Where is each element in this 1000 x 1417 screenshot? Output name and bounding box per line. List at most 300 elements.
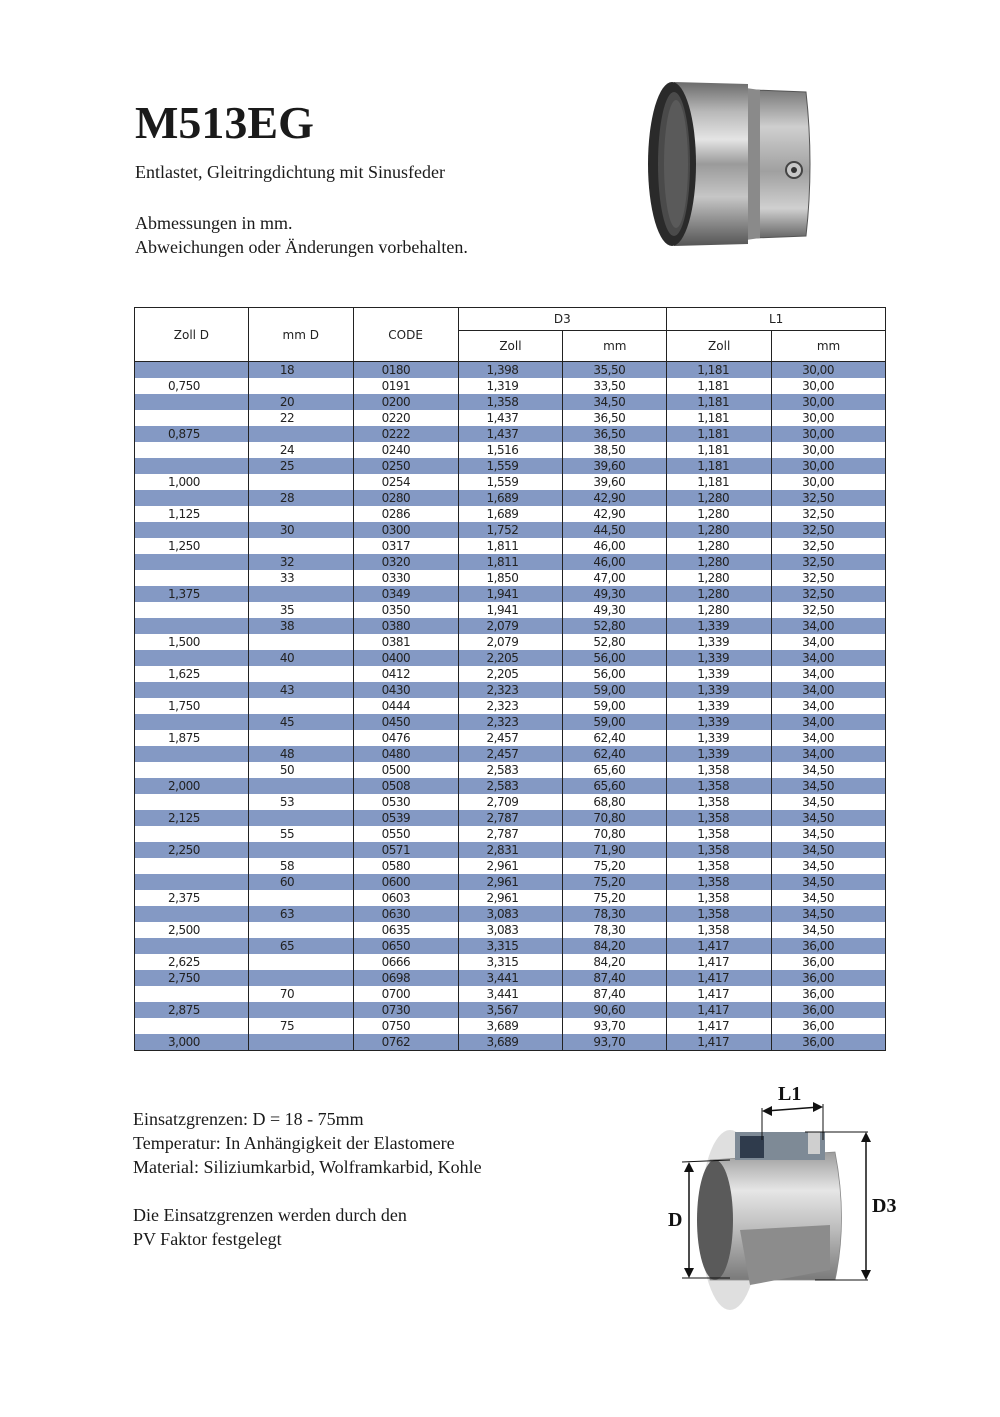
cell-l1-zoll: 1,339 [667,682,772,698]
cell-d3-mm: 75,20 [563,874,667,890]
cell-l1-zoll: 1,339 [667,698,772,714]
cell-l1-zoll: 1,181 [667,474,772,490]
cell-l1-mm: 30,00 [772,394,886,410]
table-row [135,506,886,522]
cell-l1-zoll: 1,339 [667,666,772,682]
table-row [135,906,886,922]
cell-code: 0240 [353,442,458,458]
cell-l1-zoll: 1,280 [667,522,772,538]
cell-l1-zoll: 1,417 [667,970,772,986]
cell-l1-zoll: 1,339 [667,634,772,650]
cell-l1-mm: 34,50 [772,874,886,890]
cell-zoll-d: 2,000 [135,778,249,794]
cell-l1-mm: 34,50 [772,906,886,922]
cell-d3-zoll: 1,689 [458,506,563,522]
cell-l1-mm: 36,00 [772,938,886,954]
cell-zoll-d [135,986,249,1002]
cell-d3-mm: 75,20 [563,858,667,874]
cell-mm-d: 75 [248,1018,353,1034]
cell-l1-mm: 34,50 [772,890,886,906]
cell-d3-mm: 93,70 [563,1018,667,1034]
cell-d3-zoll: 1,811 [458,538,563,554]
cell-mm-d [248,1002,353,1018]
cell-d3-zoll: 2,709 [458,794,563,810]
cell-code: 0350 [353,602,458,618]
cell-l1-mm: 32,50 [772,602,886,618]
cell-d3-zoll: 3,689 [458,1018,563,1034]
cell-l1-zoll: 1,181 [667,362,772,379]
cell-d3-mm: 36,50 [563,410,667,426]
cell-code: 0320 [353,554,458,570]
table-row [135,794,886,810]
cell-zoll-d: 1,250 [135,538,249,554]
cell-zoll-d [135,618,249,634]
cell-d3-mm: 39,60 [563,458,667,474]
table-row [135,650,886,666]
table-row [135,490,886,506]
table-row [135,554,886,570]
table-row [135,986,886,1002]
cell-zoll-d: 2,625 [135,954,249,970]
cell-d3-zoll: 1,689 [458,490,563,506]
cell-d3-zoll: 2,961 [458,858,563,874]
cell-code: 0220 [353,410,458,426]
cell-mm-d [248,586,353,602]
cell-d3-zoll: 2,457 [458,746,563,762]
cell-l1-zoll: 1,181 [667,394,772,410]
cell-mm-d [248,922,353,938]
cell-l1-mm: 34,50 [772,826,886,842]
table-row [135,714,886,730]
label-d3: D3 [872,1195,897,1217]
cell-l1-zoll: 1,358 [667,794,772,810]
cell-l1-zoll: 1,280 [667,554,772,570]
cell-mm-d [248,506,353,522]
cell-d3-zoll: 3,689 [458,1034,563,1051]
cell-code: 0349 [353,586,458,602]
cell-l1-zoll: 1,181 [667,426,772,442]
cell-d3-mm: 44,50 [563,522,667,538]
cell-code: 0180 [353,362,458,379]
cell-l1-mm: 34,00 [772,746,886,762]
cell-l1-mm: 34,50 [772,762,886,778]
cell-d3-mm: 87,40 [563,970,667,986]
cell-d3-zoll: 1,752 [458,522,563,538]
cell-zoll-d [135,554,249,570]
cell-mm-d [248,970,353,986]
cell-code: 0286 [353,506,458,522]
cell-l1-zoll: 1,417 [667,1002,772,1018]
table-row [135,858,886,874]
dimension-note [135,211,468,259]
cell-mm-d: 60 [248,874,353,890]
cell-l1-zoll: 1,181 [667,410,772,426]
cell-d3-mm: 35,50 [563,362,667,379]
cell-mm-d [248,634,353,650]
cell-zoll-d: 1,000 [135,474,249,490]
cell-mm-d: 35 [248,602,353,618]
cell-d3-zoll: 1,941 [458,586,563,602]
cell-zoll-d: 2,375 [135,890,249,906]
cell-d3-mm: 47,00 [563,570,667,586]
table-row [135,570,886,586]
cell-mm-d: 63 [248,906,353,922]
dimension-note-line: Abmessungen in mm. [135,213,293,233]
cell-zoll-d [135,522,249,538]
cell-d3-zoll: 2,457 [458,730,563,746]
table-row [135,890,886,906]
cell-l1-mm: 32,50 [772,490,886,506]
cell-zoll-d: 1,375 [135,586,249,602]
cell-l1-zoll: 1,280 [667,586,772,602]
cell-d3-mm: 87,40 [563,986,667,1002]
cell-d3-mm: 90,60 [563,1002,667,1018]
cell-d3-mm: 62,40 [563,730,667,746]
cell-zoll-d [135,794,249,810]
cell-d3-zoll: 2,583 [458,778,563,794]
cell-d3-zoll: 3,441 [458,970,563,986]
cell-l1-zoll: 1,339 [667,714,772,730]
cell-l1-zoll: 1,280 [667,570,772,586]
cell-d3-mm: 78,30 [563,906,667,922]
cell-mm-d [248,842,353,858]
seal-bore-shape [697,1160,733,1280]
cell-mm-d: 48 [248,746,353,762]
dimension-note-line: Abweichungen oder Änderungen vorbehalten. [135,237,468,257]
cell-d3-mm: 46,00 [563,538,667,554]
cell-l1-mm: 32,50 [772,506,886,522]
cell-d3-mm: 34,50 [563,394,667,410]
table-row [135,1002,886,1018]
cell-zoll-d [135,394,249,410]
cell-l1-mm: 34,50 [772,922,886,938]
cell-d3-mm: 56,00 [563,650,667,666]
cell-zoll-d [135,570,249,586]
cell-d3-mm: 52,80 [563,618,667,634]
cell-mm-d: 30 [248,522,353,538]
cell-l1-zoll: 1,280 [667,490,772,506]
table-row [135,730,886,746]
cell-l1-mm: 30,00 [772,458,886,474]
cell-code: 0400 [353,650,458,666]
cell-l1-mm: 34,50 [772,842,886,858]
cell-d3-zoll: 1,941 [458,602,563,618]
cell-d3-zoll: 2,787 [458,810,563,826]
limit-material: Material: Siliziumkarbid, Wolframkarbid, Kohle [133,1157,482,1177]
table-row [135,826,886,842]
cell-mm-d: 38 [248,618,353,634]
pv-note-line: PV Faktor festgelegt [133,1229,282,1249]
cell-l1-mm: 34,00 [772,666,886,682]
cell-l1-zoll: 1,358 [667,810,772,826]
cell-code: 0317 [353,538,458,554]
cell-mm-d: 18 [248,362,353,379]
dimension-table-body [135,362,886,1051]
cell-d3-zoll: 2,079 [458,634,563,650]
table-row [135,762,886,778]
cell-d3-mm: 68,80 [563,794,667,810]
cell-code: 0508 [353,778,458,794]
cell-d3-zoll: 1,319 [458,378,563,394]
cell-mm-d [248,810,353,826]
table-row [135,778,886,794]
cell-mm-d: 22 [248,410,353,426]
cell-l1-zoll: 1,339 [667,746,772,762]
cell-l1-mm: 30,00 [772,442,886,458]
table-row [135,458,886,474]
header-l1: L1 [667,308,886,331]
cell-zoll-d: 0,875 [135,426,249,442]
cell-l1-zoll: 1,358 [667,778,772,794]
cell-d3-mm: 59,00 [563,682,667,698]
cell-code: 0580 [353,858,458,874]
cell-l1-mm: 34,50 [772,858,886,874]
cell-zoll-d: 1,875 [135,730,249,746]
cell-zoll-d [135,490,249,506]
cell-zoll-d: 1,625 [135,666,249,682]
label-d: D [668,1209,683,1231]
cell-d3-mm: 42,90 [563,506,667,522]
cell-code: 0539 [353,810,458,826]
cell-zoll-d: 1,125 [135,506,249,522]
cell-d3-mm: 33,50 [563,378,667,394]
cell-d3-zoll: 2,961 [458,874,563,890]
cell-d3-zoll: 2,205 [458,666,563,682]
cell-zoll-d [135,410,249,426]
cell-l1-zoll: 1,280 [667,506,772,522]
table-row [135,394,886,410]
cell-code: 0666 [353,954,458,970]
cell-zoll-d [135,1018,249,1034]
cell-zoll-d [135,650,249,666]
cell-d3-zoll: 2,831 [458,842,563,858]
cell-zoll-d: 2,875 [135,1002,249,1018]
cell-mm-d: 20 [248,394,353,410]
limit-temperature: Temperatur: In Anhängigkeit der Elastomere [133,1133,455,1153]
header-zoll-d: Zoll D [135,308,249,362]
cell-d3-zoll: 2,787 [458,826,563,842]
cell-d3-zoll: 3,441 [458,986,563,1002]
table-row [135,746,886,762]
label-l1: L1 [778,1083,802,1105]
cell-l1-zoll: 1,339 [667,618,772,634]
cell-l1-zoll: 1,417 [667,954,772,970]
cell-l1-mm: 34,00 [772,618,886,634]
cell-d3-zoll: 1,437 [458,410,563,426]
cell-mm-d: 43 [248,682,353,698]
cell-code: 0630 [353,906,458,922]
cell-code: 0444 [353,698,458,714]
cell-d3-mm: 70,80 [563,810,667,826]
table-row [135,1034,886,1051]
cell-d3-zoll: 1,516 [458,442,563,458]
cell-l1-zoll: 1,358 [667,906,772,922]
cell-code: 0300 [353,522,458,538]
cell-mm-d [248,778,353,794]
cell-l1-mm: 30,00 [772,474,886,490]
cell-d3-mm: 93,70 [563,1034,667,1051]
cell-mm-d: 65 [248,938,353,954]
cell-zoll-d: 2,125 [135,810,249,826]
cell-d3-mm: 65,60 [563,778,667,794]
cell-l1-mm: 30,00 [772,362,886,379]
cell-l1-mm: 34,00 [772,714,886,730]
cell-code: 0330 [353,570,458,586]
cell-code: 0700 [353,986,458,1002]
table-row [135,602,886,618]
cell-d3-zoll: 2,079 [458,618,563,634]
cell-code: 0412 [353,666,458,682]
cell-zoll-d: 2,750 [135,970,249,986]
cell-zoll-d [135,826,249,842]
cell-code: 0603 [353,890,458,906]
cell-l1-mm: 32,50 [772,586,886,602]
cell-zoll-d [135,714,249,730]
cell-d3-mm: 42,90 [563,490,667,506]
cell-d3-mm: 52,80 [563,634,667,650]
cell-l1-mm: 36,00 [772,970,886,986]
cell-l1-zoll: 1,280 [667,602,772,618]
cell-code: 0200 [353,394,458,410]
cell-code: 0730 [353,1002,458,1018]
cell-mm-d [248,426,353,442]
cell-l1-zoll: 1,417 [667,1034,772,1051]
cell-code: 0280 [353,490,458,506]
table-row [135,1018,886,1034]
header-mm-d: mm D [248,308,353,362]
cell-l1-mm: 36,00 [772,1034,886,1051]
product-photo [636,78,826,250]
table-row [135,522,886,538]
cell-d3-mm: 36,50 [563,426,667,442]
cell-code: 0530 [353,794,458,810]
cell-code: 0698 [353,970,458,986]
cell-l1-mm: 32,50 [772,554,886,570]
table-row [135,810,886,826]
cell-zoll-d [135,442,249,458]
cell-code: 0571 [353,842,458,858]
table-row [135,426,886,442]
cell-d3-zoll: 2,961 [458,890,563,906]
cell-code: 0750 [353,1018,458,1034]
cell-mm-d [248,954,353,970]
cell-d3-mm: 59,00 [563,698,667,714]
cell-d3-mm: 71,90 [563,842,667,858]
cell-d3-mm: 46,00 [563,554,667,570]
cell-d3-zoll: 2,323 [458,698,563,714]
cell-d3-zoll: 1,559 [458,474,563,490]
operating-limits [133,1107,482,1251]
cell-l1-zoll: 1,358 [667,890,772,906]
cell-d3-zoll: 3,567 [458,1002,563,1018]
cell-d3-mm: 84,20 [563,938,667,954]
cell-mm-d: 28 [248,490,353,506]
cell-l1-mm: 34,50 [772,778,886,794]
cell-d3-mm: 65,60 [563,762,667,778]
cell-zoll-d: 1,750 [135,698,249,714]
cell-d3-zoll: 1,358 [458,394,563,410]
cell-mm-d: 50 [248,762,353,778]
header-l1-zoll: Zoll [667,331,772,362]
cell-d3-mm: 38,50 [563,442,667,458]
cell-l1-mm: 34,50 [772,794,886,810]
cell-code: 0222 [353,426,458,442]
cell-l1-mm: 34,00 [772,682,886,698]
cell-code: 0191 [353,378,458,394]
cell-mm-d [248,474,353,490]
table-row [135,586,886,602]
cell-l1-zoll: 1,181 [667,458,772,474]
cell-l1-mm: 34,00 [772,730,886,746]
cell-l1-mm: 36,00 [772,954,886,970]
cell-d3-mm: 56,00 [563,666,667,682]
cell-mm-d [248,378,353,394]
cell-l1-mm: 32,50 [772,538,886,554]
dimension-table [134,307,886,1051]
cell-l1-zoll: 1,358 [667,762,772,778]
cell-code: 0480 [353,746,458,762]
cell-l1-zoll: 1,339 [667,730,772,746]
cell-zoll-d [135,682,249,698]
table-row [135,618,886,634]
cell-mm-d: 58 [248,858,353,874]
cell-l1-zoll: 1,181 [667,378,772,394]
cell-d3-zoll: 1,437 [458,426,563,442]
pv-note-line: Die Einsatzgrenzen werden durch den [133,1205,407,1225]
l1-dimension-line [766,1107,819,1111]
cell-l1-zoll: 1,358 [667,922,772,938]
table-row [135,410,886,426]
cell-zoll-d: 2,250 [135,842,249,858]
table-row [135,442,886,458]
table-row [135,922,886,938]
cell-l1-zoll: 1,417 [667,938,772,954]
cell-l1-zoll: 1,280 [667,538,772,554]
cell-code: 0250 [353,458,458,474]
cell-l1-mm: 36,00 [772,986,886,1002]
table-row [135,842,886,858]
header-code: CODE [353,308,458,362]
cell-d3-mm: 59,00 [563,714,667,730]
table-row [135,538,886,554]
seal-dimension-diagram [640,1070,920,1320]
cell-code: 0650 [353,938,458,954]
cell-zoll-d: 1,500 [135,634,249,650]
cell-d3-zoll: 1,811 [458,554,563,570]
cell-d3-zoll: 1,398 [458,362,563,379]
cell-zoll-d [135,362,249,379]
cell-code: 0381 [353,634,458,650]
header-d3-mm: mm [563,331,667,362]
cell-code: 0254 [353,474,458,490]
cell-l1-mm: 36,00 [772,1002,886,1018]
cell-d3-zoll: 3,083 [458,906,563,922]
cell-zoll-d [135,858,249,874]
cell-l1-mm: 34,00 [772,650,886,666]
cell-l1-zoll: 1,417 [667,1018,772,1034]
cell-mm-d: 70 [248,986,353,1002]
table-row [135,874,886,890]
cell-mm-d: 25 [248,458,353,474]
cell-zoll-d [135,602,249,618]
cell-mm-d [248,666,353,682]
cell-zoll-d [135,906,249,922]
header-l1-mm: mm [772,331,886,362]
cell-l1-mm: 30,00 [772,426,886,442]
cell-l1-mm: 30,00 [772,378,886,394]
cell-mm-d [248,730,353,746]
cell-mm-d: 32 [248,554,353,570]
